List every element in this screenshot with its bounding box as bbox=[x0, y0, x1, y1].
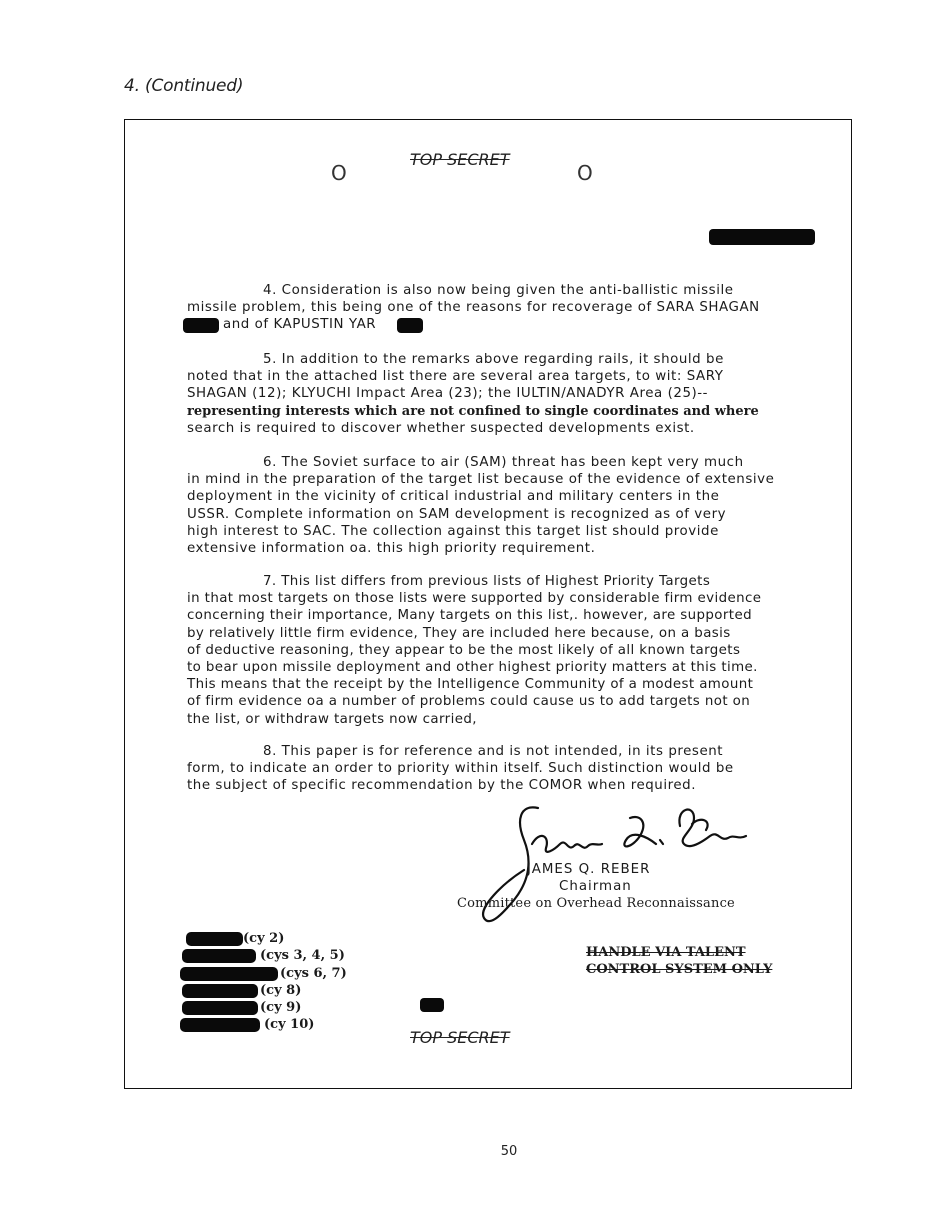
copy-label: (cys 6, 7) bbox=[280, 965, 347, 981]
redaction bbox=[420, 998, 444, 1012]
redaction bbox=[180, 1018, 260, 1032]
text-line: noted that in the attached list there are several area targets, to wit: SARY bbox=[187, 369, 724, 385]
text-line: high interest to SAC. The collection against this target list should provide bbox=[187, 523, 719, 539]
copy-label: (cy 10) bbox=[264, 1017, 315, 1033]
text-line: missile problem, this being one of the reasons for recoverage of SARA SHAGAN bbox=[187, 300, 760, 316]
text-line: deployment in the vicinity of critical industrial and military centers in the bbox=[187, 489, 720, 505]
paragraph-6 bbox=[187, 454, 797, 557]
paragraph-4 bbox=[187, 282, 797, 334]
text-line: SHAGAN (12); KLYUCHI Impact Area (23); the IULTIN/ANADYR Area (25)-- bbox=[187, 386, 709, 402]
text-line: by relatively little firm evidence, They are included here because, on a basis bbox=[187, 625, 731, 641]
signer-title: Chairman bbox=[559, 879, 632, 894]
text-line: 5. In addition to the remarks above regarding rails, it should be bbox=[263, 352, 724, 367]
handling-line: CONTROL SYSTEM ONLY bbox=[586, 962, 773, 977]
handling-caveat bbox=[586, 944, 772, 978]
text-line: the list, or withdraw targets now carried, bbox=[187, 711, 477, 727]
classification-top: TOP SECRET bbox=[410, 150, 510, 169]
text-line: of firm evidence oa a number of problems could cause us to add targets not on bbox=[187, 694, 751, 710]
paragraph-5 bbox=[187, 351, 797, 437]
redaction bbox=[397, 318, 423, 333]
text-line: 7. This list differs from previous lists of Highest Priority Targets bbox=[263, 574, 711, 589]
text-line: of deductive reasoning, they appear to be the most likely of all known targets bbox=[187, 642, 741, 658]
classification-bottom: TOP SECRET bbox=[410, 1028, 510, 1047]
signer-name: JAMES Q. REBER bbox=[527, 862, 651, 877]
text-line: USSR. Complete information on SAM development is recognized as of very bbox=[187, 506, 727, 522]
text-line: search is required to discover whether suspected developments exist. bbox=[187, 420, 695, 436]
redaction bbox=[186, 932, 243, 946]
text-line: This means that the receipt by the Intelligence Community of a modest amount bbox=[187, 677, 754, 693]
committee-name: Committee on Overhead Reconnaissance bbox=[457, 896, 735, 911]
redaction bbox=[180, 967, 278, 981]
text-line: representing interests which are not confined to single coordinates and where bbox=[187, 403, 759, 419]
text-line: 8. This paper is for reference and is not intended, in its present bbox=[263, 744, 724, 759]
copy-label: (cy 2) bbox=[243, 931, 285, 946]
text-line: and of KAPUSTIN YAR bbox=[223, 317, 377, 333]
copy-label: (cys 3, 4, 5) bbox=[260, 948, 345, 964]
text-line: extensive information oa. this high priority requirement. bbox=[187, 541, 596, 557]
paragraph-8 bbox=[187, 743, 797, 795]
punch-hole-left-icon: O bbox=[331, 161, 347, 185]
text-line: 4. Consideration is also now being given the anti-ballistic missile bbox=[263, 283, 734, 298]
text-line: in that most targets on those lists were supported by considerable firm evidence bbox=[187, 591, 762, 607]
redaction bbox=[182, 1001, 258, 1015]
copy-label: (cy 8) bbox=[260, 982, 302, 998]
text-line: concerning their importance, Many targets on this list,. however, are supported bbox=[187, 608, 752, 624]
page-number: 50 bbox=[500, 1144, 518, 1159]
text-line: the subject of specific recommendation by the COMOR when required. bbox=[187, 778, 697, 794]
text-line: 6. The Soviet surface to air (SAM) threat has been kept very much bbox=[263, 455, 744, 470]
paragraph-7 bbox=[187, 573, 797, 728]
handling-line: HANDLE VIA TALENT bbox=[586, 945, 746, 960]
redaction bbox=[183, 318, 219, 333]
redaction bbox=[182, 949, 256, 963]
redaction bbox=[182, 984, 258, 998]
text-line: to bear upon missile deployment and other highest priority matters at this time. bbox=[187, 660, 758, 676]
text-line: in mind in the preparation of the target list because of the evidence of extensive bbox=[187, 472, 775, 488]
redaction-top-right bbox=[709, 229, 815, 245]
section-heading: 4. (Continued) bbox=[124, 76, 244, 96]
text-line: form, to indicate an order to priority within itself. Such distinction would be bbox=[187, 761, 734, 777]
punch-hole-right-icon: O bbox=[577, 161, 593, 185]
copy-label: (cy 9) bbox=[260, 1000, 302, 1016]
